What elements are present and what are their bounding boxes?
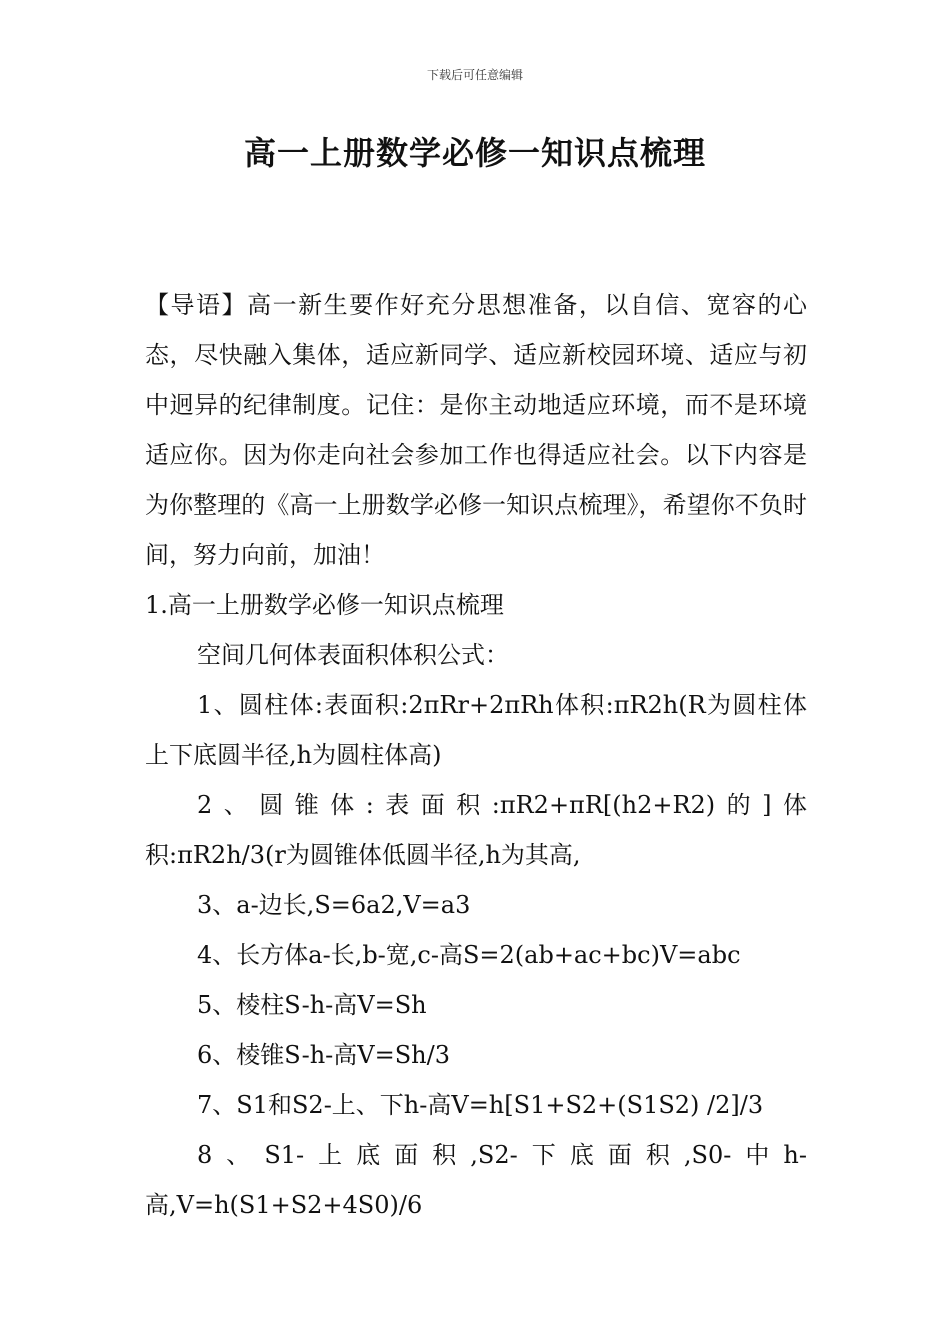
formula-item-6: 6、棱锥S-h-高V=Sh/3 — [197, 1041, 450, 1069]
formula-item-1: 1、圆柱体:表面积:2πRr+2πRh体积:πR2h(R为圆柱体上下底圆半径,h为圆柱体高) — [145, 691, 807, 769]
formula-item-4: 4、长方体a-长,b-宽,c-高S=2(ab+ac+bc)V=abc — [197, 941, 741, 969]
intro-paragraph: 【导语】高一新生要作好充分思想准备，以自信、宽容的心态，尽快融入集体，适应新同学、适应新校园环境、适应与初中迥异的纪律制度。记住：是你主动地适应环境，而不是环境适应你。因为你走向社会参加工作也得适应社会。以下内容是为你整理的《高一上册数学必修一知识点梳理》，希望你不负时间，努力向前，加油！ — [145, 291, 807, 569]
header-note: 下载后可任意编辑 — [426, 68, 523, 82]
formula-item-8: 8、S1-上底面积,S2-下底面积,S0-中h-高,V=h(S1+S2+4S0)/6 — [145, 1141, 807, 1219]
subheading: 空间几何体表面积体积公式： — [197, 641, 509, 669]
formula-item-2: 2、圆锥体:表面积:πR2+πR[(h2+R2)的]体积:πR2h/3(r为圆锥体低圆半径,h为其高, — [145, 791, 807, 869]
formula-item-7: 7、S1和S2-上、下h-高V=h[S1+S2+(S1S2) /2]/3 — [197, 1091, 764, 1119]
section-heading: 1.高一上册数学必修一知识点梳理 — [145, 591, 504, 619]
formula-item-3: 3、a-边长,S=6a2,V=a3 — [197, 891, 471, 919]
formula-item-5: 5、棱柱S-h-高V=Sh — [197, 991, 427, 1019]
document-body — [145, 280, 807, 1230]
document-title: 高一上册数学必修一知识点梳理 — [243, 134, 706, 172]
